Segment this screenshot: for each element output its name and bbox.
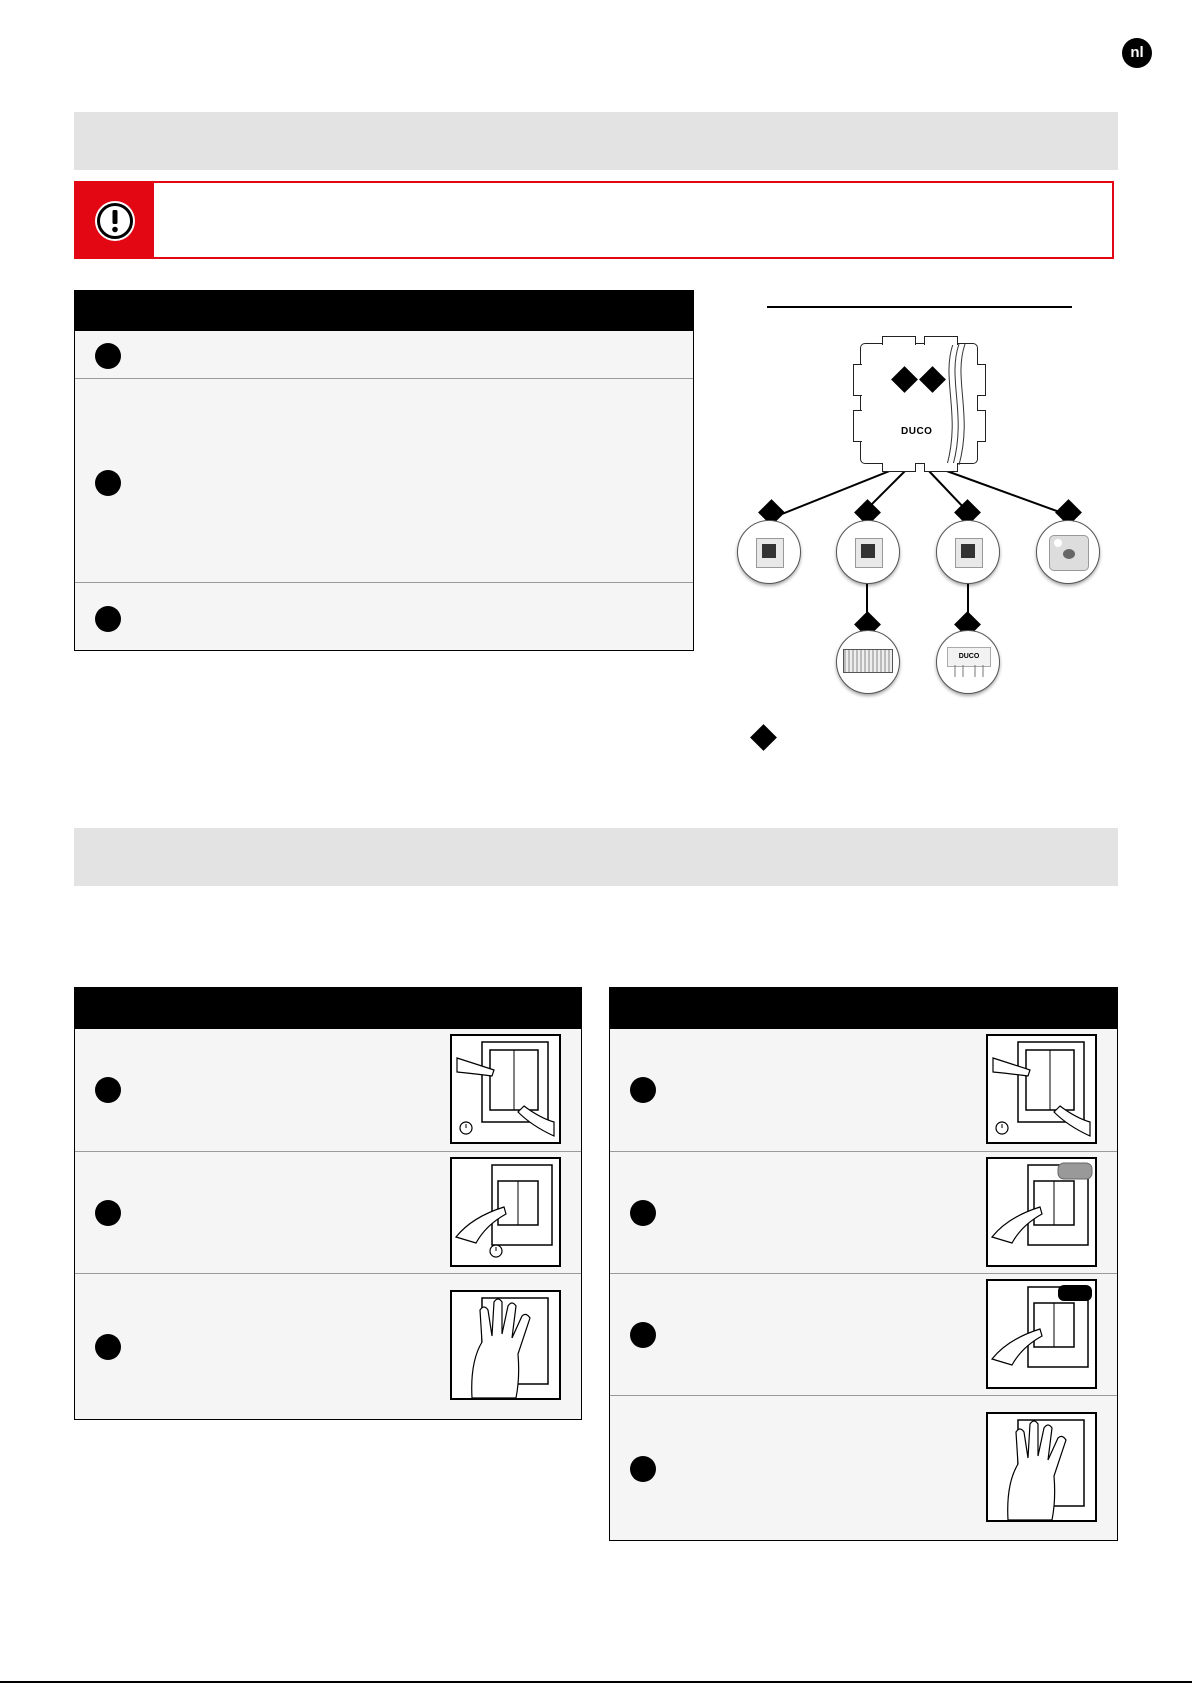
- exclamation-circle-icon: [76, 183, 154, 257]
- keypad-one-hand-illustration: [988, 1281, 1095, 1387]
- keypad-one-hand-illustration: [988, 1159, 1095, 1265]
- unit-brand-label: DUCO: [901, 426, 933, 437]
- control-panel-graphic: [955, 538, 983, 568]
- step-illustration-two-finger-press: [986, 1034, 1097, 1144]
- keypad-two-hands-illustration: [452, 1036, 559, 1142]
- control-panel-graphic: [756, 538, 784, 568]
- black-dot-icon: [95, 1334, 121, 1360]
- info-row-3: [75, 582, 693, 651]
- section-header-bar: [74, 112, 1118, 170]
- keypad-two-hands-illustration: [988, 1036, 1095, 1142]
- grille-graphic: [843, 649, 893, 673]
- unit-housing-curves: [861, 344, 979, 465]
- duct-connector: [853, 364, 862, 396]
- system-diagram: [730, 290, 1130, 760]
- step-row-1: [75, 1029, 581, 1151]
- step-row-3: [75, 1273, 581, 1420]
- info-row-1: [75, 331, 693, 378]
- black-dot-icon: [95, 606, 121, 632]
- palm-on-keypad-illustration: [452, 1292, 559, 1398]
- info-panel-header: [75, 291, 693, 331]
- section-header-bar: [74, 828, 1118, 886]
- footer-rule: [0, 1681, 1192, 1683]
- module-node: [936, 630, 1000, 694]
- step-illustration-single-press-black-indicator: [986, 1279, 1097, 1389]
- step-row-2: [75, 1151, 581, 1274]
- procedure-panel-right: [609, 987, 1118, 1541]
- info-panel: [74, 290, 694, 651]
- grille-node: [836, 630, 900, 694]
- step-row-4: [610, 1395, 1117, 1541]
- procedure-panel-left: [74, 987, 582, 1420]
- wall-control-node: [737, 520, 801, 584]
- language-badge: nl: [1122, 38, 1152, 68]
- black-dot-icon: [95, 470, 121, 496]
- duct-connector: [924, 336, 958, 345]
- info-row-2: [75, 378, 693, 583]
- sensor-node: [1036, 520, 1100, 584]
- duct-connector: [853, 410, 862, 442]
- module-wires: [951, 665, 987, 679]
- black-dot-icon: [95, 1077, 121, 1103]
- control-panel-graphic: [855, 538, 883, 568]
- warning-icon-cell: [76, 183, 154, 257]
- step-illustration-palm-press: [986, 1412, 1097, 1522]
- duct-connector: [924, 463, 958, 472]
- duct-connector: [882, 336, 916, 345]
- duct-connector: [977, 364, 986, 396]
- keypad-one-hand-illustration: [452, 1159, 559, 1265]
- step-illustration-single-press-grey-indicator: [986, 1157, 1097, 1267]
- sensor-graphic: [1049, 535, 1089, 571]
- duct-connector: [977, 410, 986, 442]
- step-illustration-palm-press: [450, 1290, 561, 1400]
- module-graphic: DUCO: [947, 647, 991, 667]
- black-dot-icon: [630, 1077, 656, 1103]
- ventilation-unit: [860, 343, 978, 464]
- black-dot-icon: [95, 343, 121, 369]
- black-dot-icon: [630, 1200, 656, 1226]
- warning-box: [74, 181, 1114, 259]
- step-row-3: [610, 1273, 1117, 1396]
- procedure-panel-header: [610, 988, 1117, 1029]
- duct-connector: [882, 463, 916, 472]
- step-row-2: [610, 1151, 1117, 1274]
- wall-control-node: [936, 520, 1000, 584]
- procedure-panel-header: [75, 988, 581, 1029]
- step-illustration-single-press: [450, 1157, 561, 1267]
- black-dot-icon: [630, 1456, 656, 1482]
- black-dot-icon: [95, 1200, 121, 1226]
- step-row-1: [610, 1029, 1117, 1151]
- black-dot-icon: [630, 1322, 656, 1348]
- palm-on-keypad-illustration: [988, 1414, 1095, 1520]
- wall-control-node: [836, 520, 900, 584]
- step-illustration-two-finger-press: [450, 1034, 561, 1144]
